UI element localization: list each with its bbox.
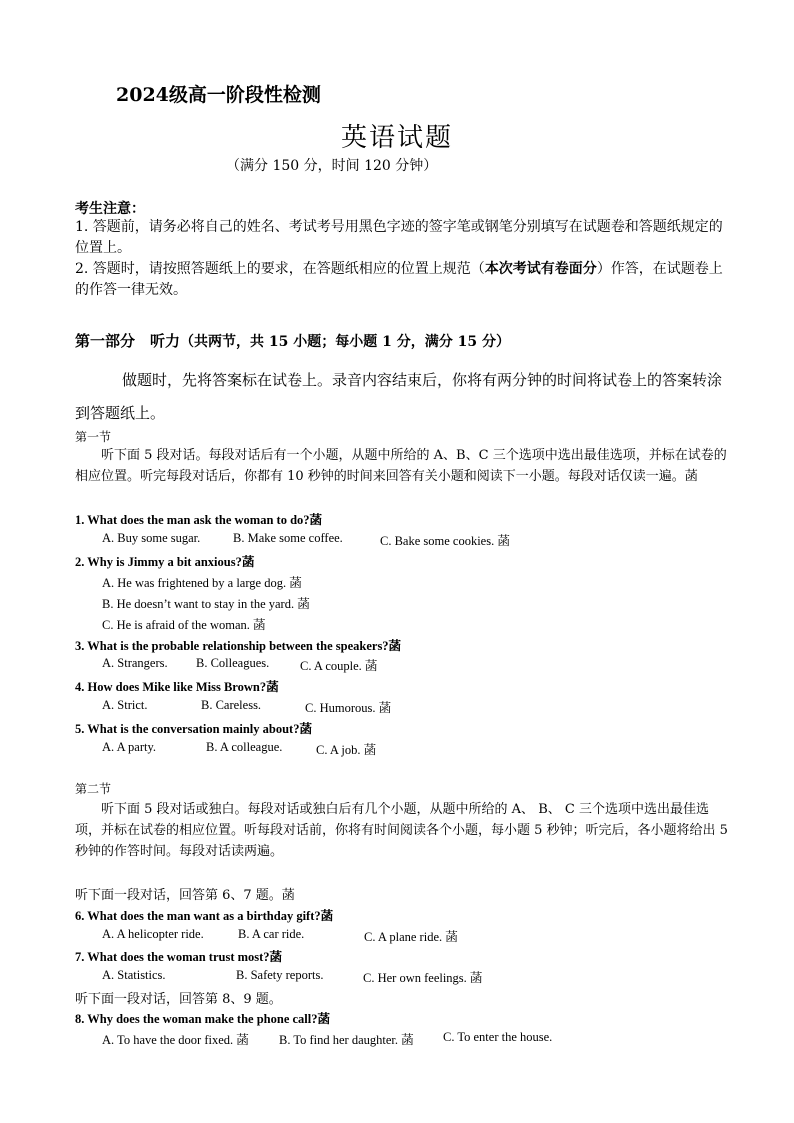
question-1: 1. What does the man ask the woman to do?菡 [75, 513, 323, 527]
question-6: 6. What does the man want as a birthday gift?菡 [75, 909, 334, 923]
q4-option-b: B. Careless. [201, 698, 262, 712]
listening-prompt-6-7: 听下面一段对话，回答第 6、7 题。菡 [75, 888, 295, 903]
part1-title [75, 330, 510, 351]
q1-option-c: C. Bake some cookies. 菡 [380, 534, 510, 548]
notice-item-2-post: ）作答，在试题卷上的作答一律无效。 [75, 261, 723, 298]
q3-option-a: A. Strangers. [102, 656, 168, 670]
q2-option-b: B. He doesn’t want to stay in the yard. 菡 [102, 597, 310, 611]
question-5: 5. What is the conversation mainly about?菡 [75, 722, 312, 736]
notice-item-2-pre: 2. 答题时，请按照答题纸上的要求，在答题纸相应的位置上规范（ [75, 261, 485, 277]
q4-option-c: C. Humorous. 菡 [305, 701, 392, 715]
q8-option-b: B. To find her daughter. 菡 [279, 1033, 414, 1047]
q5-option-c: C. A job. 菡 [316, 743, 377, 757]
q4-option-a: A. Strict. [102, 698, 148, 712]
q3-option-b: B. Colleagues. [196, 656, 270, 670]
part1-title-detail: （共两节，共 15 小题；每小题 1 分，满分 15 分） [180, 334, 510, 350]
q1-option-a: A. Buy some sugar. [102, 531, 201, 545]
section1-desc: 听下面 5 段对话。每段对话后有一个小题，从题中所给的 A、B、C 三个选项中选出最佳选项，并标在试卷的相应位置。听完每段对话后，你都有 10 秒钟的时间来回答有关小题和阅读下一小题。每段对话仅读一遍。菡 [75, 448, 727, 484]
q3-option-c: C. A couple. 菡 [300, 659, 378, 673]
q7-option-b: B. Safety reports. [236, 968, 324, 982]
subject-title: 英语试题 [340, 123, 453, 153]
q7-option-a: A. Statistics. [102, 968, 166, 982]
q6-option-c: C. A plane ride. 菡 [364, 930, 458, 944]
question-3: 3. What is the probable relationship between the speakers?菡 [75, 639, 402, 653]
notice-item-2-bold: 本次考试有卷面分 [484, 261, 597, 277]
question-8: 8. Why does the woman make the phone call?菡 [75, 1012, 330, 1026]
q6-option-a: A. A helicopter ride. [102, 927, 204, 941]
q2-option-c: C. He is afraid of the woman. 菡 [102, 618, 266, 632]
q6-option-b: B. A car ride. [238, 927, 305, 941]
q7-option-c: C. Her own feelings. 菡 [363, 971, 483, 985]
part1-title-main: 第一部分 听力 [75, 332, 181, 350]
q5-option-b: B. A colleague. [206, 740, 283, 754]
exam-subtitle: （满分 150 分，时间 120 分钟） [226, 158, 438, 174]
question-4: 4. How does Mike like Miss Brown?菡 [75, 680, 279, 694]
q8-option-a: A. To have the door fixed. 菡 [102, 1033, 249, 1047]
q1-option-b: B. Make some coffee. [233, 531, 343, 545]
question-7: 7. What does the woman trust most?菡 [75, 950, 283, 964]
question-2: 2. Why is Jimmy a bit anxious?菡 [75, 555, 255, 569]
listening-prompt-8-9: 听下面一段对话，回答第 8、9 题。 [75, 992, 282, 1007]
q8-option-c: C. To enter the house. [443, 1030, 553, 1044]
exam-title: 2024级高一阶段性检测 [116, 84, 321, 106]
part1-intro: 做题时，先将答案标在试卷上。录音内容结束后，你将有两分钟的时间将试卷上的答案转涂到答题纸上。 [75, 371, 723, 422]
notice-item-1: 1. 答题前，请务必将自己的姓名、考试考号用黑色字迹的签字笔或钢笔分别填写在试题卷和答题纸规定的位置上。 [75, 219, 723, 256]
q2-option-a: A. He was frightened by a large dog. 菡 [102, 576, 302, 590]
notice-heading: 考生注意： [75, 201, 145, 217]
section1-label: 第一节 [75, 430, 112, 444]
section2-label: 第二节 [75, 782, 112, 796]
notice-item-2 [75, 259, 730, 301]
section2-desc: 听下面 5 段对话或独白。每段对话或独白后有几个小题，从题中所给的 A、 B、 C 三个选项中选出最佳选项，并标在试卷的相应位置。听每段对话前，你将有时间阅读各个小题，每小题 5 秒钟；听完后，各小题将给出 5 秒钟的作答时间。每段对话读两遍。 [75, 802, 728, 859]
q5-option-a: A. A party. [102, 740, 157, 754]
